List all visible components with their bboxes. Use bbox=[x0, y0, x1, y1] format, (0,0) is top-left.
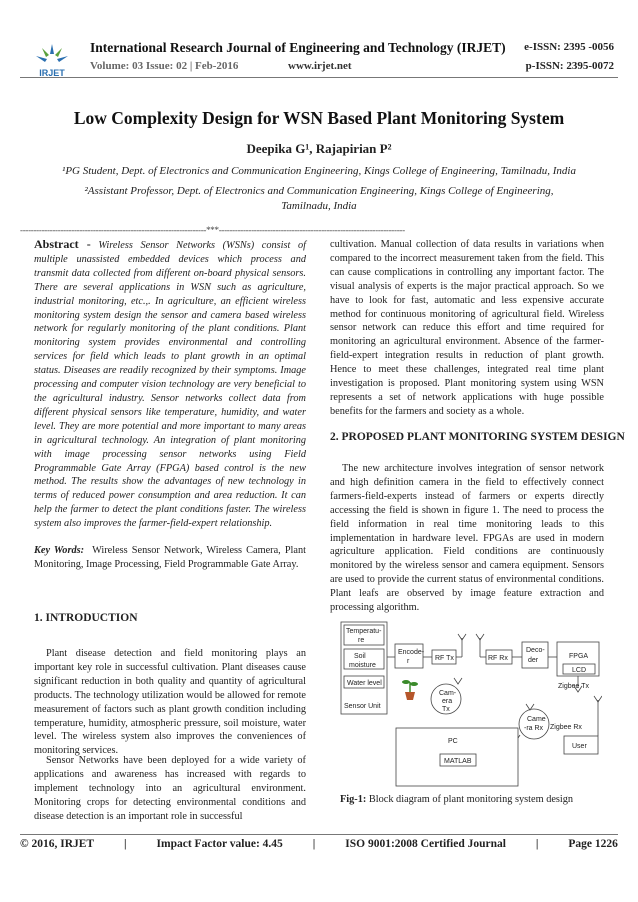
svg-text:Came: Came bbox=[527, 716, 546, 723]
intro-para-2-cont: cultivation. Manual collection of data results in variations when compared to the incorrect measurement taken from the field. This can cause complications in controlling any important factor. The visual analysis of experts is the major practical approach. So we have to look for fast, automatic and less expensive accurate method for continuous monitoring of agricultural field. Wireless sensor network can reduce this effort and time required for monitoring an agricultural environment. Absence of the farmer-field-expert integration results in reduction of plant growth. Hence to meet these challenges, integrated real time plant investigation is proposed. Plant monitoring system using WSN represents a set of network applications with huge possible benefits for the farmers and society as a whole. bbox=[330, 239, 604, 417]
abstract-label: Abstract - bbox=[34, 237, 91, 251]
paper-authors: Deepika G¹, Rajapirian P² bbox=[246, 141, 392, 156]
svg-text:Temperatu-: Temperatu- bbox=[346, 628, 382, 635]
camera-rx-circle bbox=[519, 709, 549, 739]
keywords-label: Key Words bbox=[34, 545, 81, 556]
abstract-block bbox=[34, 238, 306, 531]
svg-text:Deco-: Deco- bbox=[526, 647, 545, 654]
svg-text:Soil: Soil bbox=[354, 653, 366, 660]
intro-para-2: Sensor Networks have been deployed for a wide variety of applications and awareness has increased with regards to implement technology into an agricultural environment. Monitoring crops for detecting environmental conditions and disease detection is an important role in successful bbox=[34, 755, 306, 822]
svg-text:FPGA: FPGA bbox=[569, 653, 589, 660]
plant-icon bbox=[402, 680, 418, 700]
svg-text:era: era bbox=[442, 698, 453, 705]
svg-text:r: r bbox=[407, 658, 410, 665]
svg-text:-ra Rx: -ra Rx bbox=[524, 725, 544, 732]
journal-title: International Research Journal of Engineering and Technology (IRJET) bbox=[90, 40, 506, 55]
svg-text:Zigbee Tx: Zigbee Tx bbox=[558, 683, 589, 690]
footer-iso: ISO 9001:2008 Certified Journal bbox=[345, 838, 506, 850]
volume-issue: Volume: 03 Issue: 02 | Feb-2016 bbox=[90, 60, 239, 72]
keywords-text: Wireless Sensor Network, Wireless Camera, Plant Monitoring, Image Processing, Field Programmable Gate Array. bbox=[34, 545, 306, 570]
figure-caption-label: Fig-1: bbox=[340, 794, 367, 805]
svg-text:Water level: Water level bbox=[347, 680, 382, 687]
decoder-box bbox=[522, 642, 548, 668]
svg-text:Sensor Unit: Sensor Unit bbox=[344, 703, 381, 710]
svg-text:User: User bbox=[572, 743, 587, 750]
logo-text: IRJET bbox=[39, 68, 65, 78]
pissn: p-ISSN: 2395-0072 bbox=[525, 60, 614, 72]
section1-heading: 1. INTRODUCTION bbox=[34, 612, 138, 624]
footer-page: Page 1226 bbox=[568, 838, 618, 850]
block-diagram-figure bbox=[340, 620, 602, 788]
affiliation-2: ²Assistant Professor, Dept. of Electronics and Communication Engineering, Kings College of Engineering, bbox=[84, 185, 554, 197]
keywords-block: Key Words: Wireless Sensor Network, Wireless Camera, Plant Monitoring, Image Processing, Field Programmable Gate Array. bbox=[34, 545, 306, 570]
figure-caption-text: Block diagram of plant monitoring system design bbox=[368, 794, 574, 805]
paper-title: Low Complexity Design for WSN Based Plant Monitoring System bbox=[73, 108, 565, 128]
abstract-text: Wireless Sensor Networks (WSNs) consist of multiple unassisted embedded devices which process and transmit data collected from different on-board physical sensors. There are several applications in WSN such as agriculture, industrial monitoring, etc.,. In agriculture, an efficient wireless monitoring system design the sensor and camera based wireless network for regularly monitoring of the plant conditions. Plant monitoring system provides environmental and controlling services for field which leads to plant growth in an optimal status. Diseases are readily recognized by their symptoms. Image processing and computer vision technology are very beneficial to the agricultural industry. Sensor networks collect data from different physical sensors like temperature, humidity, and water level. They are more potential and more important to many areas in agricultural technology. An integration of plant monitoring with image processing sensor networks using Field Programmable Gate Array (FPGA) based control is the new method. The results show the advantages of new technology in terms of reduced power consumption and area reduction. It can help the farmer to detect the plant conditions faster. The wireless system also improves the farmer-field-expert relationship. bbox=[34, 240, 307, 530]
svg-text:der: der bbox=[528, 657, 539, 664]
intro-para-1: Plant disease detection and field monitoring plays an important key role in successful cultivation. Plant diseases cause significant reduction in both quality and quantity of agricultural products. The technology utilization would be allowed for remote measurement of factors such as plant growth condition including temperature, humidity, atmospheric pressure, soil moisture, water level. The wireless system also improves the conveniences of monitoring services. bbox=[34, 648, 306, 757]
svg-text:RF Rx: RF Rx bbox=[488, 655, 508, 662]
eissn: e-ISSN: 2395 -0056 bbox=[524, 41, 614, 53]
svg-text:Zigbee Rx: Zigbee Rx bbox=[550, 724, 582, 731]
footer-rule bbox=[20, 834, 618, 835]
affiliation-1: ¹PG Student, Dept. of Electronics and Communication Engineering, Kings College of Engineering, Tamilnadu, India bbox=[62, 165, 576, 177]
footer-copyright: © 2016, IRJET bbox=[20, 838, 95, 850]
svg-text:PC: PC bbox=[448, 738, 458, 745]
pc-box bbox=[396, 728, 518, 786]
footer: © 2016, IRJET | Impact Factor value: 4.45 | ISO 9001:2008 Certified Journal | Page 1226 bbox=[20, 838, 618, 850]
svg-text:MATLAB: MATLAB bbox=[444, 758, 472, 765]
svg-text:Tx: Tx bbox=[442, 706, 450, 713]
header-rule bbox=[20, 77, 618, 78]
svg-text:moisture: moisture bbox=[349, 662, 376, 669]
separator: ---------------------------------------------------------------------***--------------------------------------------------------------------- bbox=[20, 225, 405, 235]
svg-text:Cam-: Cam- bbox=[439, 690, 457, 697]
section2-para-1: The new architecture involves integration of sensor network and high definition camera in the field to effectively connect farmers-field-experts instead of farmers or experts directly accessing the field is shown in figure 1. The need to process the field information in real time monitoring leads to this implementation in hardware level. FPGAs are used in modern agriculture application. Field conditions are continuously monitored by the wireless sensor and camera equipment. Sensors are used to provide the current status of environmental conditions. Plant leafs are observed by image feature extraction and processing algorithm. bbox=[330, 463, 604, 614]
irjet-logo bbox=[30, 42, 74, 80]
section2-heading: 2. PROPOSED PLANT MONITORING SYSTEM DESIGN bbox=[330, 431, 625, 443]
svg-text:Encode-: Encode- bbox=[398, 649, 425, 656]
affiliation-2-cont: Tamilnadu, India bbox=[281, 200, 357, 212]
svg-text:re: re bbox=[358, 637, 365, 644]
footer-impact: Impact Factor value: 4.45 bbox=[156, 838, 283, 850]
svg-text:RF Tx: RF Tx bbox=[435, 655, 454, 662]
journal-website[interactable]: www.irjet.net bbox=[288, 60, 352, 72]
svg-text:LCD: LCD bbox=[572, 667, 587, 674]
figure-caption bbox=[340, 794, 573, 805]
